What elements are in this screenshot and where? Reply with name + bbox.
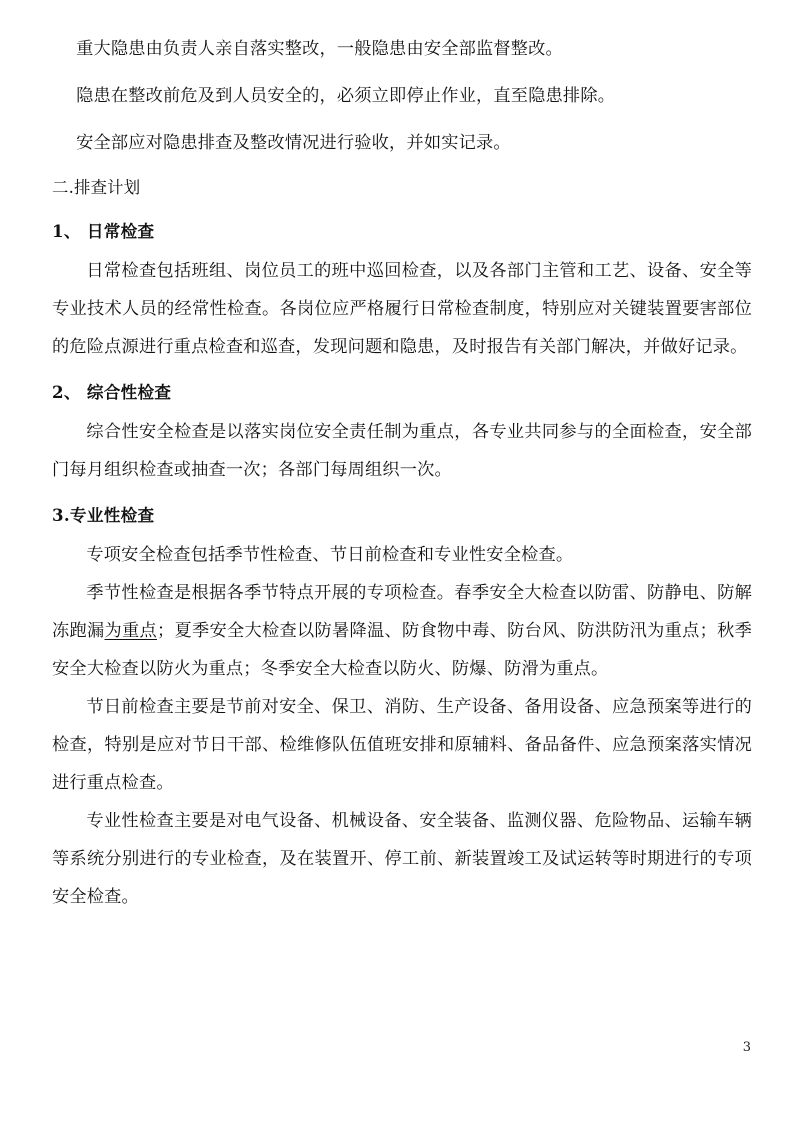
subsection-heading-routine-inspection: 1、 日常检查 <box>52 221 155 241</box>
subsection-heading-comprehensive-inspection: 2、 综合性检查 <box>52 382 172 402</box>
page-number: 3 <box>742 1040 751 1055</box>
seasonal-text-part-1: 季节性检查是根据各季节特点开展的专项检查。春季安全大检查以防雷、防静电、防解冻跑漏 <box>52 583 752 641</box>
seasonal-text-part-2: ；夏季安全大检查以防暑降温、防食物中毒、防台风、防洪防汛为重点；秋季安全大检查以防火为重点；冬季安全大检查以防火、防爆、防滑为重点。 <box>52 621 752 679</box>
subsection-paragraph-routine: 日常检查包括班组、岗位员工的班中巡回检查，以及各部门主管和工艺、设备、安全等专业技术人员的经常性检查。各岗位应严格履行日常检查制度，特别应对关键装置要害部位的危险点源进行重点检查和巡查，发现问题和隐患，及时报告有关部门解决，并做好记录。 <box>52 261 752 357</box>
document-content <box>52 30 752 916</box>
paragraph-spacer <box>52 366 752 375</box>
intro-paragraph-1: 重大隐患由负责人亲自落实整改，一般隐患由安全部监督整改。 <box>76 39 563 59</box>
subsection-paragraph-special-types: 专项安全检查包括季节性检查、节日前检查和专业性安全检查。 <box>86 545 574 565</box>
subsection-paragraph-holiday: 节日前检查主要是节前对安全、保卫、消防、生产设备、备用设备、应急预案等进行的检查，特别是应对节日干部、检维修队伍值班安排和原辅料、备品备件、应急预案落实情况进行重点检查。 <box>52 697 752 793</box>
subsection-heading-professional-inspection: 3.专业性检查 <box>52 505 155 525</box>
subsection-paragraph-comprehensive: 综合性安全检查是以落实岗位安全责任制为重点，各专业共同参与的全面检查，安全部门每月组织检查或抽查一次；各部门每周组织一次。 <box>52 422 752 480</box>
intro-paragraph-3: 安全部应对隐患排查及整改情况进行验收，并如实记录。 <box>76 133 511 153</box>
paragraph-spacer <box>52 68 752 77</box>
paragraph-spacer <box>52 489 752 498</box>
paragraph-spacer <box>52 115 752 124</box>
intro-paragraph-2: 隐患在整改前危及到人员安全的，必须立即停止作业，直至隐患排除。 <box>76 86 616 106</box>
section-heading-inspection-plan: 二.排查计划 <box>52 178 141 197</box>
seasonal-text-emphasis: 为重点 <box>104 621 158 641</box>
paragraph-spacer <box>52 162 752 171</box>
heading-spacer <box>52 205 752 214</box>
subsection-paragraph-seasonal <box>52 574 752 688</box>
subsection-paragraph-professional: 专业性检查主要是对电气设备、机械设备、安全装备、监测仪器、危险物品、运输车辆等系统分别进行的专业检查，及在装置开、停工前、新装置竣工及试运转等时期进行的专项安全检查。 <box>52 811 752 907</box>
